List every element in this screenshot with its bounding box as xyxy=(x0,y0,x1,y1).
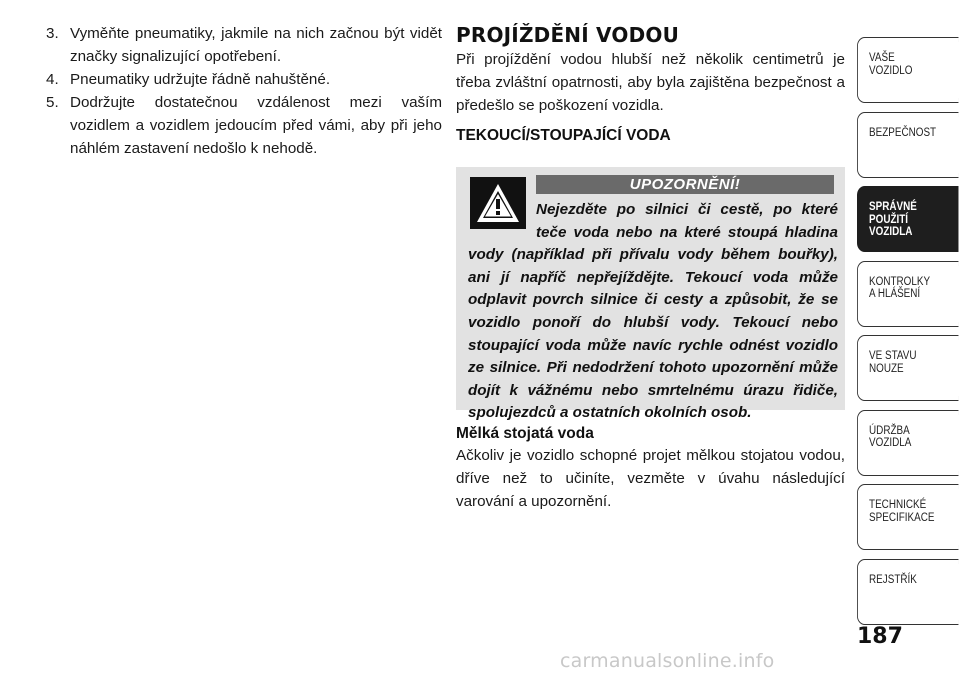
tab-kontrolky-a-hlaseni[interactable] xyxy=(857,261,958,327)
shallow-water-title: Mělká stojatá voda xyxy=(456,425,594,442)
left-column xyxy=(46,22,442,160)
tab-label: VAŠE xyxy=(869,52,895,64)
list-item-number: 5. xyxy=(46,94,59,111)
tab-ve-stavu-nouze[interactable] xyxy=(857,335,958,401)
tab-label: VOZIDLA xyxy=(869,226,913,238)
tab-label: A HLÁŠENÍ xyxy=(869,288,921,300)
tab-label: BEZPEČNOST xyxy=(869,126,937,139)
tab-label: VOZIDLO xyxy=(869,64,913,77)
list-item-number: 4. xyxy=(46,71,59,88)
section-title: PROJÍŽDĚNÍ VODOU xyxy=(456,23,680,47)
tab-vase-vozidlo[interactable] xyxy=(857,37,958,103)
tab-label: POUŽITÍ xyxy=(869,213,909,226)
tab-rejstrik[interactable] xyxy=(857,559,958,625)
chapter-sidebar xyxy=(857,37,960,633)
list-item xyxy=(46,68,442,91)
tab-udrzba-vozidla[interactable] xyxy=(857,410,958,476)
tab-label: REJSTŘÍK xyxy=(869,573,917,586)
tab-label: ÚDRŽBA xyxy=(869,424,910,437)
tab-label: VE STAVU xyxy=(869,350,917,362)
subsection-title: TEKOUCÍ/STOUPAJÍCÍ VODA xyxy=(456,127,671,144)
list-item-text: Vyměňte pneumatiky, jakmile na nich začnou být vidět značky signalizující opotřebení. xyxy=(70,25,442,65)
tab-label: TECHNICKÉ xyxy=(869,499,927,511)
warning-box xyxy=(456,167,845,422)
right-column xyxy=(456,22,845,513)
tab-spravne-pouziti-vozidla[interactable] xyxy=(857,186,958,252)
watermark: carmanualsonline.info xyxy=(560,650,775,672)
warning-body: Nejezděte po silnici či cestě, po které teče voda nebo na které stoupá hladina vody (například při přívalu vody během bouřky), ani jí napříč nepřejíždějte. Tekoucí voda může odplavit povrch silnice či cesty a způsobit, že se vozidlo ponoří do hlubší vody. Tekoucí nebo stoupající voda může navíc rychle odnést vozidlo ze silnice. Při nedodržení tohoto upozornění může dojít k vážnému nebo smrtelnému úrazu řidiče, spolujezdců a ostatních okolních osob. xyxy=(468,201,838,422)
tab-technicke-specifikace[interactable] xyxy=(857,484,958,550)
section-intro: Při projíždění vodou hlubší než několik centimetrů je třeba zvláštní opatrnosti, aby byla zajištěna bezpečnost a předešlo se poškození vozidla. xyxy=(456,51,845,114)
list-item-text: Dodržujte dostatečnou vzdálenost mezi vaším vozidlem a vozidlem jedoucím před vámi, aby při jeho náhlém zastavení nedošlo k nehodě. xyxy=(70,94,442,157)
list-item-text: Pneumatiky udržujte řádně nahuštěné. xyxy=(70,71,331,88)
page-number: 187 xyxy=(857,624,903,649)
tab-label: VOZIDLA xyxy=(869,437,912,449)
list-item-number: 3. xyxy=(46,25,59,42)
warning-header: UPOZORNĚNÍ! xyxy=(536,175,834,194)
list-item xyxy=(46,22,442,68)
warning-text xyxy=(468,199,838,425)
tab-label: KONTROLKY xyxy=(869,275,931,288)
shallow-water-text: Ačkoliv je vozidlo schopné projet mělkou stojatou vodou, dříve než to učiníte, vezměte v úvahu následující varování a upozornění. xyxy=(456,447,845,510)
tab-label: SPRÁVNÉ xyxy=(869,201,917,213)
tab-bezpecnost[interactable] xyxy=(857,112,958,178)
tab-label: SPECIFIKACE xyxy=(869,511,935,524)
list-item xyxy=(46,91,442,160)
tab-label: NOUZE xyxy=(869,362,904,375)
